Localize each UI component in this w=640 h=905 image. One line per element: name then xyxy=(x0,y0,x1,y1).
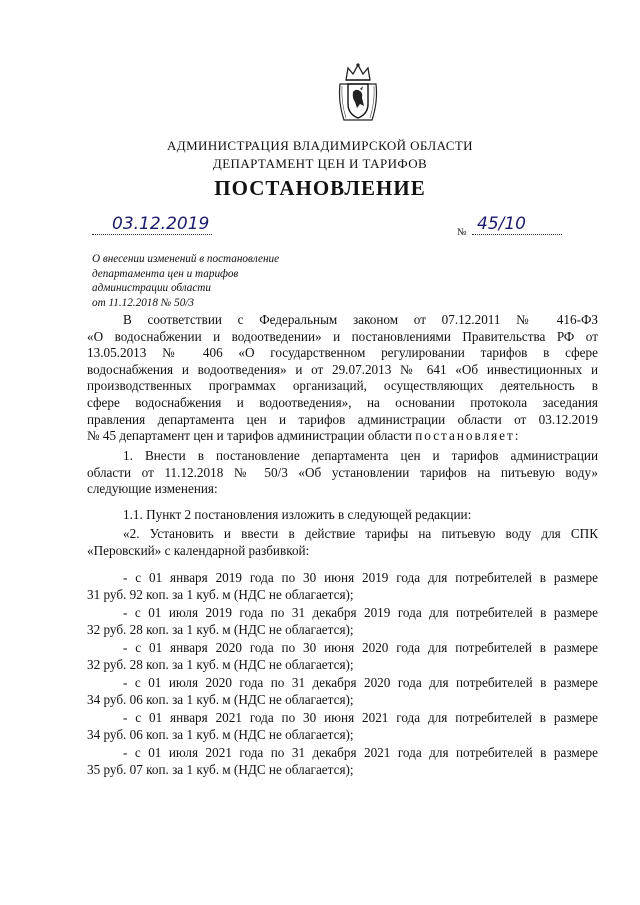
number-label: № xyxy=(457,227,467,238)
item-1-line: следующие изменения: xyxy=(87,481,218,497)
number-underline xyxy=(472,234,562,235)
tariff-price: 32 руб. 28 коп. за 1 куб. м (НДС не облагается); xyxy=(87,621,354,637)
preamble-line: производственных программах организаций, осуществляющих деятельность в xyxy=(87,378,598,394)
tariff-period: - с 01 июля 2020 года по 31 декабря 2020 года для потребителей в размере xyxy=(123,675,598,690)
preamble-line: «О водоснабжении и водоотведении» и постановлениями Правительства РФ от xyxy=(87,328,598,344)
document-subject xyxy=(92,252,332,310)
item-2-line: «2. Установить и ввести в действие тарифы на питьевую воду для СПК xyxy=(123,526,598,541)
date-underline xyxy=(92,234,212,235)
tariff-price: 34 руб. 06 коп. за 1 куб. м (НДС не облагается); xyxy=(87,691,354,707)
preamble-paragraph xyxy=(87,312,598,445)
resolves-word: постановляет: xyxy=(415,428,521,444)
preamble-line: 13.05.2013 № 406 «О государственном регулировании тарифов в сфере xyxy=(87,345,598,361)
preamble-line: В соответствии с Федеральным законом от 07.12.2011 № 416-ФЗ xyxy=(123,312,598,327)
preamble-line: водоснабжения и водоотведения» и от 29.07.2013 № 641 «Об инвестиционных и xyxy=(87,361,598,377)
subject-line: администрации области xyxy=(92,282,211,294)
tariff-period: - с 01 июля 2019 года по 31 декабря 2019 года для потребителей в размере xyxy=(123,605,598,620)
tariff-item xyxy=(87,745,598,778)
tariff-period: - с 01 января 2019 года по 30 июня 2019 года для потребителей в размере xyxy=(123,570,598,585)
item-1-line: 1. Внести в постановление департамента цен и тарифов администрации xyxy=(123,448,598,463)
tariff-item xyxy=(87,675,598,708)
tariff-item xyxy=(87,640,598,673)
tariff-price: 32 руб. 28 коп. за 1 куб. м (НДС не облагается); xyxy=(87,656,354,672)
item-1-line: области от 11.12.2018 № 50/3 «Об установлении тарифов на питьевую воду» xyxy=(87,464,598,480)
item-1-paragraph xyxy=(87,448,598,498)
tariff-period: - с 01 января 2020 года по 30 июня 2020 года для потребителей в размере xyxy=(123,640,598,655)
document-title: ПОСТАНОВЛЕНИЕ xyxy=(214,176,426,200)
subject-line: от 11.12.2018 № 50/3 xyxy=(92,296,195,309)
department-name: ДЕПАРТАМЕНТ ЦЕН И ТАРИФОВ xyxy=(212,156,428,171)
tariff-item xyxy=(87,710,598,743)
subject-line: департамента цен и тарифов xyxy=(92,267,239,280)
item-2-line: «Перовский» с календарной разбивкой: xyxy=(87,542,310,558)
document-date: 03.12.2019 xyxy=(112,214,210,234)
item-2-paragraph xyxy=(87,526,598,559)
tariff-item xyxy=(87,570,598,603)
tariff-item xyxy=(87,605,598,638)
document-number: 45/10 xyxy=(477,214,526,234)
subject-line: О внесении изменений в постановление xyxy=(92,253,280,265)
tariff-period: - с 01 июля 2021 года по 31 декабря 2021 года для потребителей в размере xyxy=(123,745,598,760)
preamble-last-line xyxy=(87,428,598,445)
tariff-period: - с 01 января 2021 года по 30 июня 2021 года для потребителей в размере xyxy=(123,710,598,725)
coat-of-arms-emblem xyxy=(336,62,380,126)
preamble-last-text: № 45 департамент цен и тарифов администрации области xyxy=(87,428,416,444)
preamble-line: правления департамента цен и тарифов администрации области от 03.12.2019 xyxy=(87,411,598,427)
tariff-price: 35 руб. 07 коп. за 1 куб. м (НДС не облагается); xyxy=(87,761,354,777)
item-1-1-paragraph xyxy=(87,507,598,524)
organization-name: АДМИНИСТРАЦИЯ ВЛАДИМИРСКОЙ ОБЛАСТИ xyxy=(167,138,473,153)
preamble-line: сфере водоснабжения и водоотведения», на основании протокола заседания xyxy=(87,394,598,410)
tariff-price: 34 руб. 06 коп. за 1 куб. м (НДС не облагается); xyxy=(87,726,354,742)
tariff-price: 31 руб. 92 коп. за 1 куб. м (НДС не облагается); xyxy=(87,586,354,602)
item-1-1-line: 1.1. Пункт 2 постановления изложить в следующей редакции: xyxy=(123,507,472,522)
